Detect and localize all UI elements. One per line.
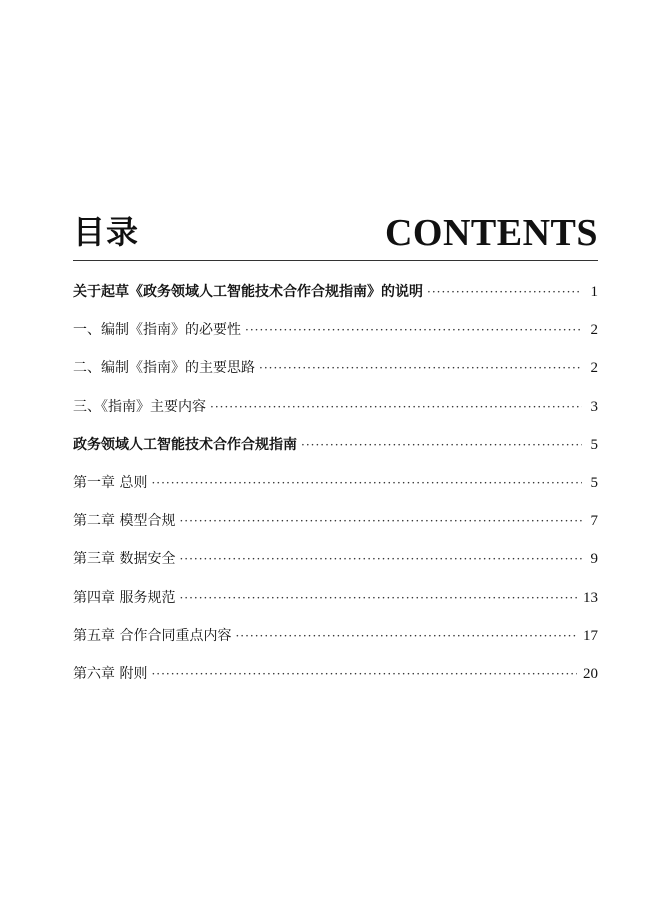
toc-page-number: 2 bbox=[590, 360, 598, 377]
toc-entry[interactable] bbox=[73, 311, 598, 349]
toc-entry-label: 第三章 数据安全 bbox=[73, 551, 176, 568]
toc-dot-leader bbox=[179, 502, 582, 540]
toc-entry[interactable] bbox=[73, 579, 598, 617]
toc-page-number: 20 bbox=[583, 665, 598, 682]
toc-dot-leader bbox=[427, 273, 582, 311]
toc-page-number: 7 bbox=[590, 513, 598, 530]
toc-entry[interactable] bbox=[73, 464, 598, 502]
toc-dot-leader bbox=[245, 311, 582, 349]
toc-entry[interactable] bbox=[73, 617, 598, 655]
toc-page-number: 5 bbox=[590, 474, 598, 491]
toc-entry-label: 政务领域人工智能技术合作合规指南 bbox=[73, 436, 297, 453]
toc-page-number: 3 bbox=[590, 398, 598, 415]
toc-entry[interactable] bbox=[73, 273, 598, 311]
toc-entry[interactable] bbox=[73, 426, 598, 464]
toc-dot-leader bbox=[210, 388, 582, 426]
toc-entry[interactable] bbox=[73, 388, 598, 426]
toc-dot-leader bbox=[151, 655, 577, 693]
toc-page-number: 1 bbox=[590, 284, 598, 300]
toc-entry-label: 第五章 合作合同重点内容 bbox=[73, 627, 232, 644]
toc-dot-leader bbox=[235, 617, 577, 655]
toc-page-number: 13 bbox=[583, 589, 598, 606]
header-divider bbox=[73, 260, 598, 261]
toc-page-number: 2 bbox=[590, 322, 598, 339]
page-title-en: CONTENTS bbox=[384, 212, 598, 254]
contents-header bbox=[73, 210, 598, 258]
toc-entry-label: 第二章 模型合规 bbox=[73, 513, 176, 530]
toc-entry[interactable] bbox=[73, 655, 598, 693]
toc-dot-leader bbox=[179, 540, 582, 578]
toc-entry[interactable] bbox=[73, 349, 598, 387]
toc-page-number: 5 bbox=[590, 436, 598, 453]
toc-dot-leader bbox=[301, 426, 582, 464]
toc-dot-leader bbox=[179, 579, 577, 617]
toc-entry[interactable] bbox=[73, 540, 598, 578]
toc-entry[interactable] bbox=[73, 502, 598, 540]
toc-entry-label: 二、编制《指南》的主要思路 bbox=[73, 360, 255, 377]
toc-dot-leader bbox=[259, 349, 582, 387]
toc-entry-label: 第四章 服务规范 bbox=[73, 589, 176, 606]
toc-entry-label: 关于起草《政务领域人工智能技术合作合规指南》的说明 bbox=[73, 284, 423, 300]
toc-page-number: 17 bbox=[583, 627, 598, 644]
toc-page-number: 9 bbox=[590, 551, 598, 568]
toc-entry-label: 第六章 附则 bbox=[73, 665, 148, 682]
toc-dot-leader bbox=[151, 464, 582, 502]
table-of-contents bbox=[73, 273, 598, 693]
toc-entry-label: 第一章 总则 bbox=[73, 474, 148, 491]
page-title-cn: 目录 bbox=[73, 213, 140, 251]
toc-entry-label: 一、编制《指南》的必要性 bbox=[73, 322, 241, 339]
toc-entry-label: 三、《指南》主要内容 bbox=[73, 398, 206, 415]
